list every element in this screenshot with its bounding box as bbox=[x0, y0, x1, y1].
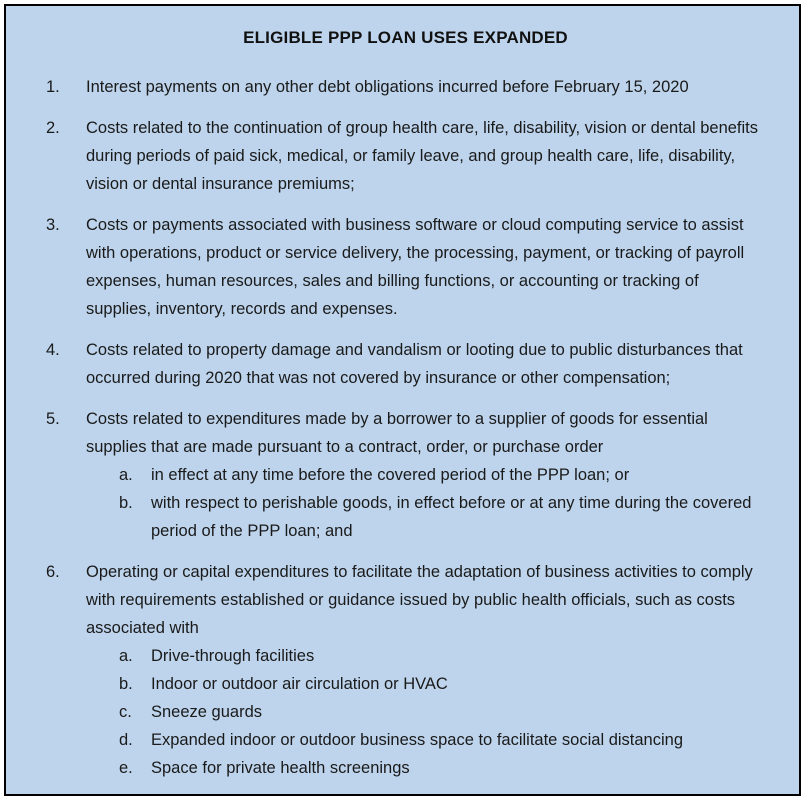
sub-item-letter: a. bbox=[119, 647, 133, 665]
sub-item-letter: c. bbox=[119, 703, 132, 721]
sub-item-text: with respect to perishable goods, in effect before or at any time during the covered period of the PPP loan; and bbox=[151, 494, 752, 540]
item-text: Costs related to expenditures made by a borrower to a supplier of goods for essential supplies that are made pursuant to a contract, order, or purchase order bbox=[86, 410, 708, 456]
list-item-6 bbox=[46, 558, 765, 782]
list-item-5 bbox=[46, 405, 765, 545]
sub-item-letter: d. bbox=[119, 731, 133, 749]
sub-list-item-5a bbox=[119, 461, 765, 489]
list-item-3 bbox=[46, 211, 765, 323]
item-number: 2. bbox=[46, 119, 60, 137]
sub-item-text: Expanded indoor or outdoor business space to facilitate social distancing bbox=[151, 731, 683, 749]
sub-item-letter: b. bbox=[119, 675, 133, 693]
sub-item-letter: b. bbox=[119, 494, 133, 512]
item-text: Operating or capital expenditures to facilitate the adaptation of business activities to comply with requirements established or guidance issued by public health officials, such as costs associated with bbox=[86, 563, 753, 637]
item-text: Interest payments on any other debt obligations incurred before February 15, 2020 bbox=[86, 78, 689, 96]
list-item-2 bbox=[46, 114, 765, 198]
item-number: 1. bbox=[46, 78, 60, 96]
sub-item-letter: a. bbox=[119, 466, 133, 484]
item-number: 4. bbox=[46, 341, 60, 359]
item-text: Costs or payments associated with business software or cloud computing service to assist with operations, product or service delivery, the processing, payment, or tracking of payroll expenses, human resources, sales and billing functions, or accounting or tracking of supplies, inventory, records and expenses. bbox=[86, 216, 745, 318]
item-number: 5. bbox=[46, 410, 60, 428]
page-title: ELIGIBLE PPP LOAN USES EXPANDED bbox=[243, 28, 568, 47]
item-text: Costs related to the continuation of group health care, life, disability, vision or dental benefits during periods of paid sick, medical, or family leave, and group health care, life, disability, vision or dental insurance premiums; bbox=[86, 119, 759, 193]
sub-item-text: Indoor or outdoor air circulation or HVAC bbox=[151, 675, 448, 693]
sub-item-text: Drive-through facilities bbox=[151, 647, 315, 665]
list-item-1 bbox=[46, 73, 765, 101]
sub-item-letter: e. bbox=[119, 759, 133, 777]
item-number: 6. bbox=[46, 563, 60, 581]
sub-list-item-6b bbox=[119, 670, 765, 698]
sub-list-item-6c bbox=[119, 698, 765, 726]
item-number: 3. bbox=[46, 216, 60, 234]
sub-list-item-6d bbox=[119, 726, 765, 754]
sub-item-text: Space for private health screenings bbox=[151, 759, 410, 777]
sub-list-item-6a bbox=[119, 642, 765, 670]
sub-list-item-5b bbox=[119, 489, 765, 545]
list-item-4 bbox=[46, 336, 765, 392]
sub-item-text: Sneeze guards bbox=[151, 703, 262, 721]
ppp-loan-uses-panel bbox=[4, 4, 801, 796]
item-text: Costs related to property damage and vandalism or looting due to public disturbances that occurred during 2020 that was not covered by insurance or other compensation; bbox=[86, 341, 743, 387]
sub-item-text: in effect at any time before the covered period of the PPP loan; or bbox=[151, 466, 630, 484]
sub-list-item-6e bbox=[119, 754, 765, 782]
